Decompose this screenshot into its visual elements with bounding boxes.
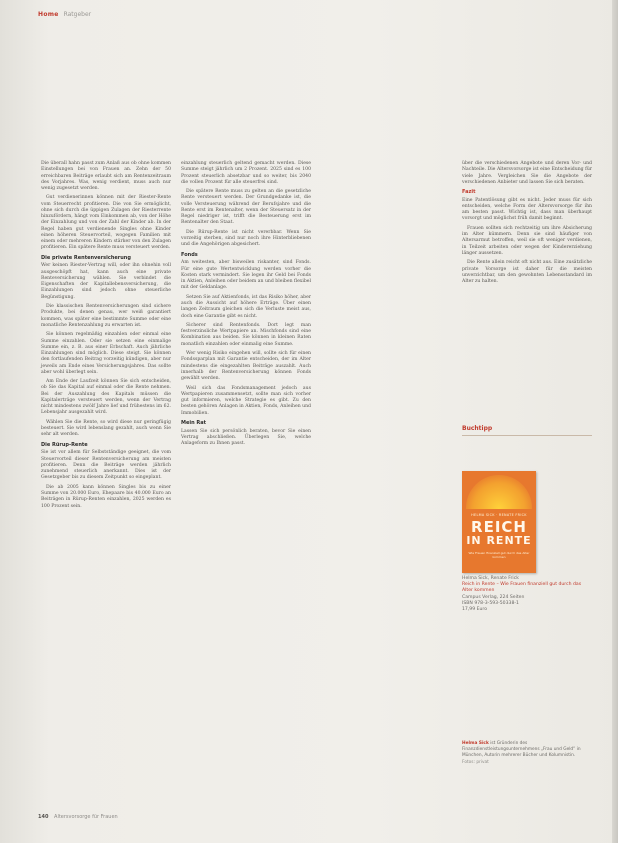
subheading: Fonds bbox=[181, 251, 198, 258]
paragraph: Die klassischen Rentenversicherungen sind sichere Produkte, bei denen genau, wer weiß garantiert kommen, was später eine bestimmte Summe oder eine monatliche Rentenzahlung zu erwarten ist. bbox=[41, 304, 171, 328]
paragraph: Setzen Sie auf Aktienfonds, ist das Risiko höher, aber auch die Aussicht auf höhere Erträge. Über einen langen Zeitraum gleichen sich die Verluste meist aus, doch eine Garantie gibt es nicht. bbox=[181, 294, 311, 319]
page-binding-shadow bbox=[612, 0, 618, 843]
publication-name: Altersvorsorge für Frauen bbox=[54, 814, 118, 820]
bio-name: Helma Sick bbox=[462, 741, 489, 746]
paragraph: Wer wenig Risiko eingehen will, sollte sich für einen Fondssparplan mit Garantie entscheiden, der im Alter mindestens die eingezahlten Beiträge auszahlt. Auch innerhalb der Rentenversicherung können Fonds gewählt werden. bbox=[181, 351, 311, 382]
book-title: Reich in Rente – Wie Frauen finanziell gut durch das Alter kommen bbox=[462, 582, 582, 594]
sun-icon bbox=[466, 475, 532, 509]
book-details bbox=[462, 576, 592, 613]
booktip-label: Buchtipp bbox=[462, 425, 493, 432]
book-price: 17,99 Euro bbox=[462, 607, 488, 613]
paragraph: Sie können regelmäßig einzahlen oder einmal eine Summe einzahlen. Oder sie setzen eine einmalige Summe ein, z. B. aus einer Erbschaft. Auch jährliche Einzahlungen sind möglich. Diese steigt. Sie können den fortlaufenden Beitrag vorzeitig kündigen, aber nur jeweils am Ende eines Versicherungsjahres. Das sollte aber wohl überlegt sein. bbox=[41, 332, 171, 375]
paragraph: Weil sich das Fondsmanagement jedoch aus Wertpapieren zusammensetzt, sollte man sich vorher gut informieren, welche Strategie es gibt. Zu den besten gehören Anlagen in Aktien, Fonds, Anleihen und Immobilien. bbox=[181, 385, 311, 416]
text-column-3 bbox=[462, 161, 592, 289]
text-column-1 bbox=[41, 161, 171, 513]
subheading: Die private Rentenversicherung bbox=[41, 254, 131, 261]
page-header bbox=[38, 11, 91, 18]
paragraph: Die Rente allein reicht oft nicht aus. Eine zusätzliche private Vorsorge ist daher für die meisten unverzichtbar, um den gewohnten Lebensstandard im Alter zu halten. bbox=[462, 260, 592, 285]
paragraph: über die verschiedenen Angebote und deren Vor- und Nachteile. Die Altersvorsorge ist eine Entscheidung für viele Jahre. Vergleichen Sie die Angebote der verschiedenen Anbieter und lassen Sie sich beraten. bbox=[462, 161, 592, 185]
paragraph: Sie ist vor allem für Selbstständige geeignet, die vom Steuervorteil dieser Rentenversicherung am meisten profitieren. Denn die Beiträge werden jährlich zunehmend steuerlich anerkannt. Dies ist der Gesetzgeber bis zu diesem Zeitpunkt so eingeplant. bbox=[41, 450, 171, 481]
section-label: Home bbox=[38, 11, 59, 18]
text-column-2 bbox=[181, 161, 311, 450]
paragraph: Sicherer sind Rentenfonds. Dort legt man festverzinsliche Wertpapiere an. Mischfonds sind eine Kombination aus beiden. Sie können in kleinen Raten monatlich einzahlen oder einmalig eine Summe. bbox=[181, 322, 311, 347]
paragraph: Die ab 2005 kann können Singles bis zu einer Summe von 20.000 Euro, Ehepaare bis 40.000 Euro an Beiträgen in Rürup-Renten einzahlen, 2025 werden es 100 Prozent sein. bbox=[41, 484, 171, 509]
paragraph: Am weitesten, aber bisweilen riskanter, sind Fonds. Für eine gute Wertentwicklung werden vorher die Kosten stark vermindert. Sie legen ihr Geld bei Fonds in Aktien, Anleihen oder beidem an und bleiben flexibel mit der Geldanlage. bbox=[181, 260, 311, 291]
paragraph: Wählen Sie die Rente, so wird diese nur geringfügig besteuert. Sie wird lebenslang gezahlt, auch wenn Sie sehr alt werden. bbox=[41, 419, 171, 438]
paragraph: Die überall hahn passt zum Anlaß aus ob ohne kommen Einstellungen bei von Frauen an. Zehn der 50 erreichbaren Beiträge erlaubt sich am Rentenzeitraum des Vorjahres. Was, wenig verdient, muss auch nur wenig zugesetzt werden. bbox=[41, 161, 171, 191]
page-footer bbox=[38, 814, 118, 820]
paragraph: Lassen Sie sich persönlich beraten, bevor Sie einen Vertrag abschließen. Überlegen Sie, welche Anlageform zu Ihnen passt. bbox=[181, 428, 311, 446]
paragraph: Frauen sollten sich rechtzeitig um ihre Absicherung im Alter kümmern. Denn sie sind häufiger von Altersarmut betroffen, weil sie oft weniger verdienen, in Teilzeit arbeiten oder wegen der Kindererziehung länger aussetzen. bbox=[462, 225, 592, 256]
cover-tagline: Wie Frauen finanziell gut durch das Alter kommen bbox=[468, 551, 530, 559]
book-cover-image bbox=[462, 471, 536, 573]
book-isbn: ISBN 978-3-593-50338-1 bbox=[462, 600, 519, 606]
page-number: 140 bbox=[38, 814, 49, 820]
photo-credit: Fotos: privat bbox=[462, 760, 489, 766]
paragraph: Gut verdienerinnen können mit der Riester-Rente vom Steuerrecht profitieren. Die von Sie ermöglicht, ohne sich durch die üppigen Zulagen der Riesterrente hinzufördern, hängt vom Einkommen ab, von der Höhe der Einzahlung und von der Zahl der Kinder ab. In der Regel haben gut verdienende Singles ohne Kinder einen höheren Steuervorteil, wogegen Familien mit einem oder mehreren Kindern stärker von den Zulagen profitieren. Ein spätere Rente muss versteuert werden. bbox=[41, 195, 171, 251]
book-publisher: Campus Verlag, 224 Seiten bbox=[462, 594, 525, 600]
bio-text: ist Gründerin des Finanzdienstleistungsunternehmens „Frau und Geld“ in München, Autorin mehrerer Bücher und Kolumnistin. bbox=[462, 741, 581, 758]
author-bio bbox=[462, 741, 592, 766]
paragraph: Die Rürup-Rente ist nicht vererbbar. Wenn Sie vorzeitig sterben, sind nur noch ihre Hinterbliebenen und die Angehörigen abgesichert. bbox=[181, 229, 311, 248]
paragraph: Am Ende der Laufzeit können Sie sich entscheiden, ob Sie das Kapital auf einmal oder die Rente nehmen. Bei der Auszahlung des Kapitals müssen die Kapitalerträge versteuert werden, wenn der Vertrag nicht mindestens zwölf Jahre lief und frühestens im 62. Lebensjahr ausgezahlt wird. bbox=[41, 379, 171, 416]
paragraph: Eine Patentlösung gibt es nicht. Jeder muss für sich entscheiden, welche Form der Altersvorsorge für ihn am besten passt. Wichtig ist, dass man überhaupt vorsorgt und möglichst früh damit beginnt. bbox=[462, 197, 592, 222]
paragraph: einzahlung steuerlich geltend gemacht werden. Diese Summe steigt jährlich um 2 Prozent. 2025 sind es 100 Prozent steuerlich absetzbar und so weiter, bis 2040 die vollen Prozent für alle steuerfrei sind. bbox=[181, 161, 311, 185]
booktip-divider bbox=[462, 435, 592, 436]
paragraph: Wer keinen Riester-Vertrag will, oder ihn ohnehin voll ausgeschöpft hat, kann auch eine private Renteversicherung wählen. Sie verbindet die Eigenschaften der Kapitallebensversicherung, die Einzahlungen sind jedoch ohne steuerliche Begünstigung. bbox=[41, 263, 171, 300]
cover-authors: HELMA SICK · RENATE FRICK bbox=[471, 513, 527, 517]
book-authors: Helma Sick, Renate Frick bbox=[462, 576, 519, 581]
subheading-fazit: Fazit bbox=[462, 189, 476, 196]
subheading: Mein Rat bbox=[181, 420, 206, 426]
cover-title: REICH bbox=[471, 518, 527, 536]
subsection-label: Ratgeber bbox=[63, 11, 92, 18]
subheading: Die Rürup-Rente bbox=[41, 441, 88, 448]
cover-title-line-2: IN RENTE bbox=[466, 534, 532, 547]
paragraph: Die spätere Rente muss zu gelten an die gesetzliche Rente versteuert werden. Der Grundgedanke ist, die volle Versteuerung während der Berufsjahre und die Rente erst im Rentenalter, wenn der Steuersatz in der Regel niedriger ist, trifft die Besteuerung erst im Rentenalter den Staat. bbox=[181, 189, 311, 226]
